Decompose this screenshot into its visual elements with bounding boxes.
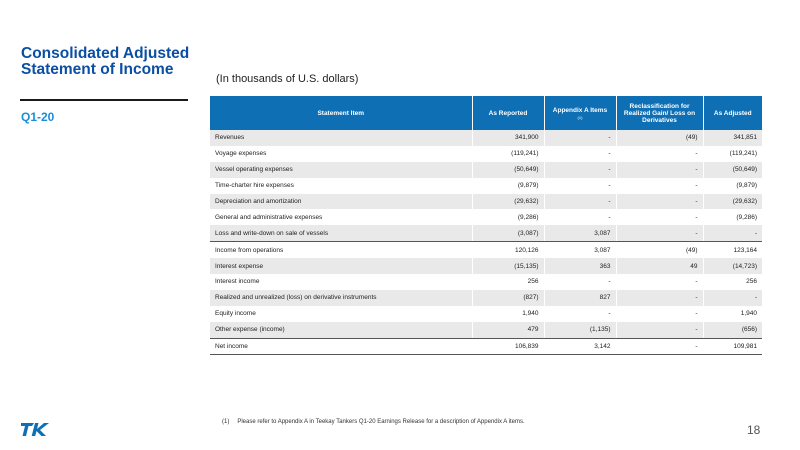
cell-adjusted: (9,286) (703, 209, 762, 225)
cell-appendix: - (544, 178, 616, 194)
cell-adjusted: (9,879) (703, 178, 762, 194)
cell-adjusted: 256 (703, 274, 762, 290)
table-row (210, 338, 762, 355)
cell-adjusted: 1,940 (703, 306, 762, 322)
table-row (210, 306, 762, 322)
cell-reclass: - (616, 162, 703, 178)
cell-reported: 256 (472, 274, 544, 290)
cell-adjusted: (29,632) (703, 194, 762, 210)
cell-reported: (119,241) (472, 146, 544, 162)
cell-adjusted: 341,851 (703, 130, 762, 146)
table-row (210, 322, 762, 338)
cell-appendix: (1,135) (544, 322, 616, 338)
cell-adjusted: - (703, 225, 762, 241)
cell-appendix: - (544, 162, 616, 178)
cell-label: Income from operations (210, 242, 472, 258)
cell-appendix: 363 (544, 258, 616, 274)
footnote-text: Please refer to Appendix A in Teekay Tankers Q1-20 Earnings Release for a description of Appendix A items. (237, 419, 525, 425)
cell-adjusted: (119,241) (703, 146, 762, 162)
cell-reclass: - (616, 194, 703, 210)
cell-reported: (9,286) (472, 209, 544, 225)
cell-appendix: - (544, 130, 616, 146)
footnote-reference: (1) (577, 114, 583, 120)
cell-reclass: - (616, 322, 703, 338)
table-row (210, 225, 762, 241)
footnote (222, 419, 525, 425)
cell-reported: 1,940 (472, 306, 544, 322)
table-row (210, 258, 762, 274)
cell-reclass: - (616, 290, 703, 306)
cell-label: Depreciation and amortization (210, 194, 472, 210)
page-number: 18 (747, 423, 761, 437)
cell-appendix: 3,142 (544, 338, 616, 355)
cell-label: Time-charter hire expenses (210, 178, 472, 194)
cell-label: Interest expense (210, 258, 472, 274)
cell-appendix: 3,087 (544, 242, 616, 258)
table-body (210, 130, 762, 355)
table-row (210, 274, 762, 290)
cell-reported: (50,649) (472, 162, 544, 178)
cell-reported: (29,632) (472, 194, 544, 210)
table-row (210, 146, 762, 162)
cell-reclass: - (616, 225, 703, 241)
cell-label: Realized and unrealized (loss) on derivative instruments (210, 290, 472, 306)
cell-reported: 106,839 (472, 338, 544, 355)
cell-label: Interest income (210, 274, 472, 290)
cell-reclass: (49) (616, 130, 703, 146)
cell-label: Net income (210, 338, 472, 355)
cell-adjusted: 123,164 (703, 242, 762, 258)
cell-appendix: 3,087 (544, 225, 616, 241)
header-appendix-label: Appendix A Items (552, 106, 608, 114)
cell-label: Vessel operating expenses (210, 162, 472, 178)
cell-reclass: 49 (616, 258, 703, 274)
cell-reclass: - (616, 274, 703, 290)
cell-label: Loss and write-down on sale of vessels (210, 225, 472, 241)
cell-reported: (3,087) (472, 225, 544, 241)
table-row (210, 194, 762, 210)
cell-adjusted: - (703, 290, 762, 306)
cell-reported: 479 (472, 322, 544, 338)
cell-reclass: - (616, 146, 703, 162)
table-row (210, 290, 762, 306)
units-note: (In thousands of U.S. dollars) (216, 73, 359, 85)
cell-adjusted: (50,649) (703, 162, 762, 178)
cell-label: General and administrative expenses (210, 209, 472, 225)
cell-appendix: - (544, 146, 616, 162)
title-divider (20, 99, 188, 101)
table-header-row (210, 96, 762, 130)
cell-reclass: - (616, 178, 703, 194)
cell-reported: (15,135) (472, 258, 544, 274)
cell-label: Voyage expenses (210, 146, 472, 162)
footnote-marker: (1) (222, 419, 230, 425)
cell-label: Other expense (income) (210, 322, 472, 338)
cell-appendix: - (544, 306, 616, 322)
cell-appendix: - (544, 194, 616, 210)
teekay-logo-icon (20, 420, 52, 438)
table-row (210, 162, 762, 178)
income-statement-table (210, 96, 762, 355)
cell-reclass: - (616, 306, 703, 322)
cell-label: Equity income (210, 306, 472, 322)
cell-reported: (827) (472, 290, 544, 306)
header-statement-item: Statement Item (210, 96, 472, 130)
header-as-adjusted: As Adjusted (703, 96, 762, 130)
cell-appendix: - (544, 274, 616, 290)
cell-adjusted: (14,723) (703, 258, 762, 274)
cell-reported: (9,879) (472, 178, 544, 194)
cell-appendix: 827 (544, 290, 616, 306)
table-row (210, 178, 762, 194)
header-reclassification: Reclassification for Realized Gain/ Loss on Derivatives (616, 96, 703, 130)
cell-adjusted: (656) (703, 322, 762, 338)
cell-reported: 341,900 (472, 130, 544, 146)
table-row (210, 242, 762, 258)
cell-label: Revenues (210, 130, 472, 146)
cell-appendix: - (544, 209, 616, 225)
table-row (210, 209, 762, 225)
cell-reclass: (49) (616, 242, 703, 258)
cell-reclass: - (616, 209, 703, 225)
header-appendix-a-items (544, 96, 616, 130)
table-row (210, 130, 762, 146)
cell-reported: 120,126 (472, 242, 544, 258)
cell-adjusted: 109,981 (703, 338, 762, 355)
header-as-reported: As Reported (472, 96, 544, 130)
slide-title: Consolidated Adjusted Statement of Income (21, 45, 190, 78)
period-label: Q1-20 (21, 110, 55, 124)
cell-reclass: - (616, 338, 703, 355)
